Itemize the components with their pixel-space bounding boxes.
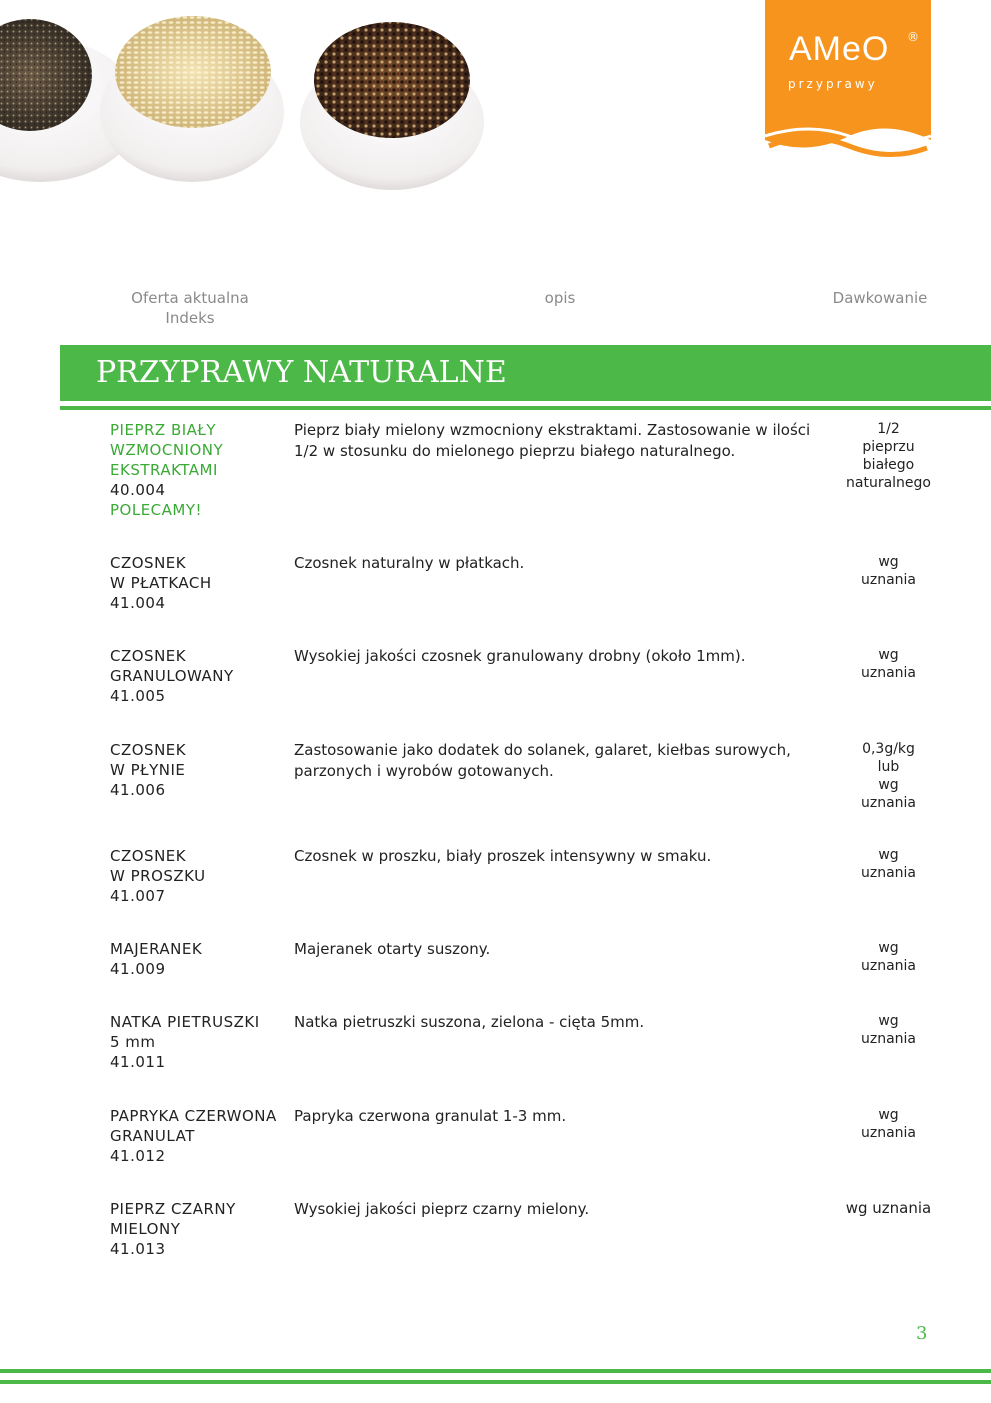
product-code: 41.004 — [110, 594, 166, 612]
product-name-line: 5 mm — [110, 1033, 156, 1051]
footer-line-top — [0, 1369, 991, 1373]
dosage-line: wg — [878, 847, 899, 863]
product-name-cell — [110, 420, 280, 520]
product-name-line: CZOSNEK — [110, 647, 187, 665]
product-description: Pieprz biały mielony wzmocniony ekstraktami. Zastosowanie w ilości 1/2 w stosunku do mielonego pieprzu białego naturalnego. — [294, 421, 811, 460]
product-name-cell — [110, 1106, 280, 1166]
product-name-line: W PROSZKU — [110, 867, 206, 885]
column-header-offer — [120, 288, 260, 328]
dosage-line: białego — [862, 457, 915, 473]
dosage-line: uznania — [860, 795, 916, 811]
section-title: PRZYPRAWY NATURALNE — [96, 355, 507, 390]
recommended-note: POLECAMY! — [110, 501, 203, 519]
product-dosage — [836, 939, 941, 975]
product-code: 40.004 — [110, 481, 166, 499]
dosage-line: wg — [878, 554, 899, 570]
product-name-line: PAPRYKA CZERWONA — [110, 1107, 277, 1125]
product-dosage — [836, 1012, 941, 1048]
product-name-line: CZOSNEK — [110, 554, 187, 572]
product-name-cell — [110, 740, 280, 800]
product-name-line: CZOSNEK — [110, 847, 187, 865]
product-name-cell — [110, 553, 280, 613]
dosage-line: pieprzu — [862, 439, 915, 455]
spice-bowls-photo — [0, 0, 520, 200]
product-dosage — [836, 740, 941, 812]
dosage-line: wg — [878, 1107, 899, 1123]
product-dosage — [836, 646, 941, 682]
product-code: 41.011 — [110, 1053, 166, 1071]
product-name-line: EKSTRAKTAMI — [110, 461, 218, 479]
registered-mark: ® — [907, 30, 919, 44]
header-offer-text: Oferta aktualna — [131, 289, 249, 307]
dosage-line: uznania — [860, 958, 916, 974]
product-description: Papryka czerwona granulat 1-3 mm. — [294, 1107, 567, 1125]
product-description: Czosnek w proszku, biały proszek intensywny w smaku. — [294, 847, 712, 865]
dosage-line: wg — [878, 777, 899, 793]
dosage-line: uznania — [860, 665, 916, 681]
dosage-line: 1/2 — [877, 421, 900, 437]
product-name-line: GRANULAT — [110, 1127, 195, 1145]
product-name-cell — [110, 1199, 280, 1259]
dosage-line: lub — [877, 759, 900, 775]
logo-wordmark: AMeO — [789, 30, 890, 68]
product-code: 41.005 — [110, 687, 166, 705]
dosage-line: 0,3g/kg — [862, 741, 915, 757]
product-name-line: CZOSNEK — [110, 741, 187, 759]
product-dosage — [836, 420, 941, 492]
product-name-line: W PŁATKACH — [110, 574, 212, 592]
dosage-line: wg uznania — [845, 1199, 932, 1217]
product-name-line: PIEPRZ BIAŁY — [110, 421, 217, 439]
logo-tagline: przyprawy — [788, 77, 878, 91]
product-name-cell — [110, 1012, 280, 1072]
column-header-description: opis — [544, 289, 576, 307]
dosage-line: naturalnego — [846, 475, 931, 491]
dosage-line: uznania — [860, 1125, 916, 1141]
product-dosage — [836, 553, 941, 589]
product-name-cell — [110, 646, 280, 706]
product-code: 41.007 — [110, 887, 166, 905]
dosage-line: uznania — [860, 1031, 916, 1047]
product-name-line: NATKA PIETRUSZKI — [110, 1013, 260, 1031]
dosage-line: wg — [878, 647, 899, 663]
product-description: Wysokiej jakości czosnek granulowany drobny (około 1mm). — [294, 647, 746, 665]
product-dosage — [836, 1199, 941, 1217]
product-dosage — [836, 1106, 941, 1142]
product-name-line: PIEPRZ CZARNY — [110, 1200, 236, 1218]
dosage-line: uznania — [860, 865, 916, 881]
product-description: Czosnek naturalny w płatkach. — [294, 554, 525, 572]
product-name-line: WZMOCNIONY — [110, 441, 224, 459]
ameo-logo — [765, 0, 931, 162]
product-code: 41.006 — [110, 781, 166, 799]
section-banner — [60, 345, 991, 401]
header-index-text: Indeks — [165, 309, 215, 327]
product-name-line: GRANULOWANY — [110, 667, 234, 685]
dosage-line: wg — [878, 940, 899, 956]
product-description: Zastosowanie jako dodatek do solanek, galaret, kiełbas surowych, parzonych i wyrobów gotowanych. — [294, 741, 791, 780]
footer-line-bottom — [0, 1380, 991, 1384]
product-dosage — [836, 846, 941, 882]
product-name-cell — [110, 846, 280, 906]
column-header-dosage: Dawkowanie — [832, 289, 928, 307]
page-number: 3 — [916, 1323, 928, 1344]
product-code: 41.012 — [110, 1147, 166, 1165]
product-name-line: MIELONY — [110, 1220, 181, 1238]
product-name-line: W PŁYNIE — [110, 761, 186, 779]
product-code: 41.013 — [110, 1240, 166, 1258]
product-description: Natka pietruszki suszona, zielona - cięta 5mm. — [294, 1013, 645, 1031]
dosage-line: uznania — [860, 572, 916, 588]
product-name-cell — [110, 939, 280, 979]
product-code: 41.009 — [110, 960, 166, 978]
dosage-line: wg — [878, 1013, 899, 1029]
product-name-line: MAJERANEK — [110, 940, 203, 958]
product-description: Wysokiej jakości pieprz czarny mielony. — [294, 1200, 590, 1218]
product-description: Majeranek otarty suszony. — [294, 940, 491, 958]
section-divider — [60, 406, 991, 410]
